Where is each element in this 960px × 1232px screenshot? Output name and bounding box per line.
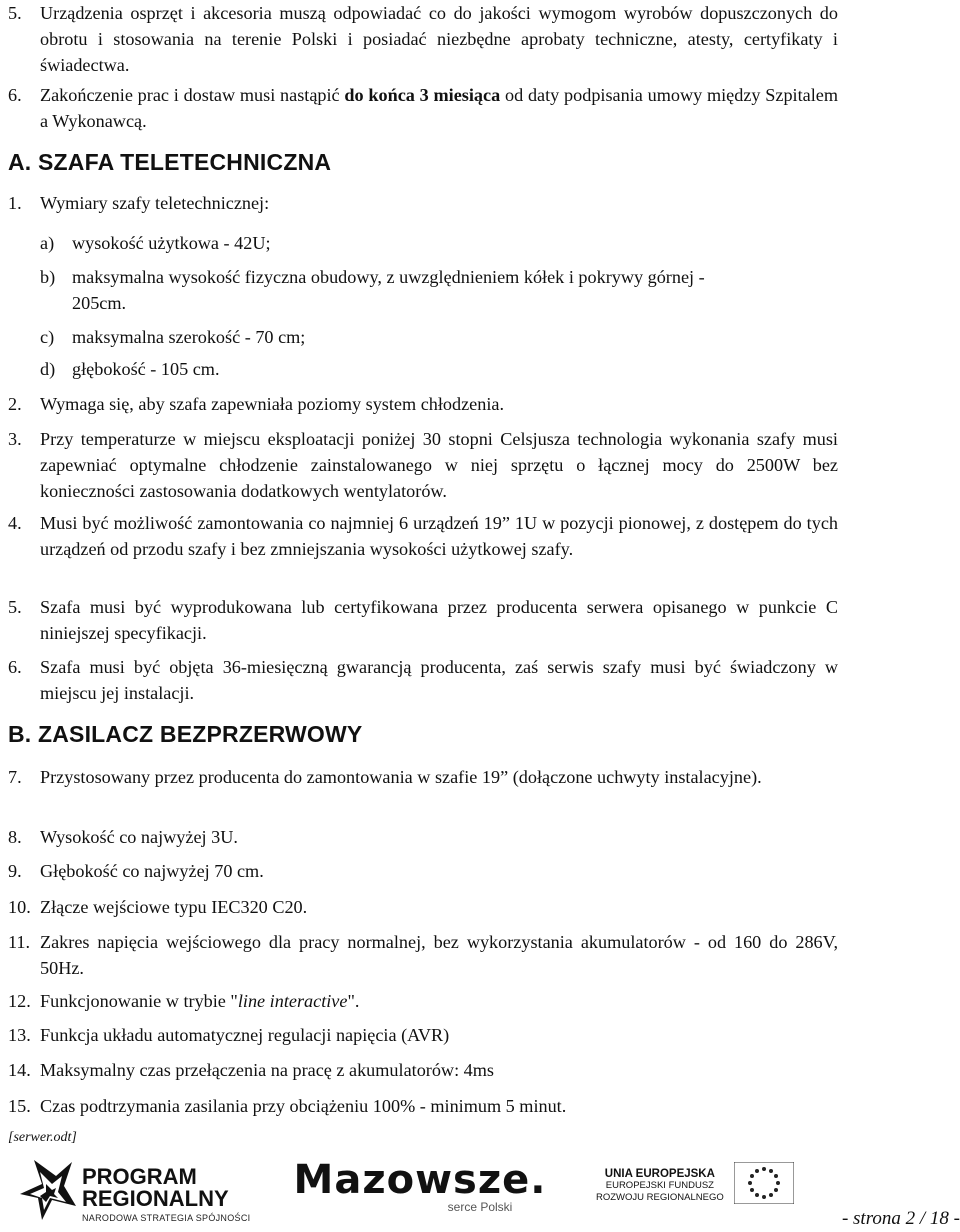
- sub-item-letter: c): [40, 327, 55, 347]
- nss-star-logo-icon: [12, 1154, 78, 1224]
- item-text: Przy temperaturze w miejscu eksploatacji poniżej 30 stopni Celsjusza technologia wykonania szafy musi zapewniać optymalne chłodzenie zainstalowanego w niej sprzętu o łącznej mocy do 2500W bez konieczności zastosowania dodatkowych wentylatorów.: [40, 429, 838, 501]
- item-text-part: ".: [347, 991, 360, 1011]
- program-logo-subtitle: NARODOWA STRATEGIA SPÓJNOŚCI: [82, 1213, 251, 1223]
- eu-flag-icon: [734, 1162, 794, 1204]
- deadline-emphasis: do końca 3 miesiąca: [344, 85, 501, 105]
- item-number: 7.: [8, 767, 22, 787]
- item-text: [8, 82, 838, 134]
- item-4: [8, 510, 838, 562]
- mazowsze-tagline: serce Polski: [447, 1200, 513, 1214]
- item-number: 15.: [8, 1096, 31, 1116]
- item-number: 6.: [8, 85, 22, 105]
- item-text: Wymiary szafy teletechnicznej:: [40, 193, 270, 213]
- item-text: Czas podtrzymania zasilania przy obciążeniu 100% - minimum 5 minut.: [40, 1096, 567, 1116]
- sub-item-a: [40, 230, 838, 256]
- item-1: [8, 190, 838, 216]
- item-number: 6.: [8, 657, 22, 677]
- sub-item-letter: a): [40, 233, 55, 253]
- eu-label-line: ROZWOJU REGIONALNEGO: [596, 1192, 724, 1203]
- item-text: Przystosowany przez producenta do zamontowania w szafie 19” (dołączone uchwyty instalacyjne).: [40, 767, 762, 787]
- item-13: [8, 1022, 838, 1048]
- item-number: 5.: [8, 597, 22, 617]
- item-number: 10.: [8, 897, 31, 917]
- item-text-part: Funkcjonowanie w trybie ": [40, 991, 238, 1011]
- item-text: Zakres napięcia wejściowego dla pracy normalnej, bez wykorzystania akumulatorów - od 160 do 286V, 50Hz.: [40, 932, 838, 978]
- item-text: Szafa musi być objęta 36-miesięczną gwarancją producenta, zaś serwis szafy musi być świadczony w miejscu jej instalacji.: [40, 657, 838, 703]
- item-number: 5.: [8, 3, 22, 23]
- item-12: [8, 988, 838, 1014]
- section-a-heading: A. SZAFA TELETECHNICZNA: [8, 149, 332, 175]
- sub-item-c: [40, 324, 838, 350]
- item-text-part: Zakończenie prac i dostaw musi nastąpić: [40, 85, 345, 105]
- sub-item-letter: d): [40, 359, 56, 379]
- item-2: [8, 391, 838, 417]
- intro-item-6: [8, 82, 838, 134]
- item-14: [8, 1057, 838, 1083]
- item-10: [8, 894, 838, 920]
- item-5: [8, 594, 838, 646]
- item-text: Szafa musi być wyprodukowana lub certyfikowana przez producenta serwera opisanego w punkcie C niniejszej specyfikacji.: [40, 597, 838, 643]
- item-number: 14.: [8, 1060, 31, 1080]
- page-number: - strona 2 / 18 -: [841, 1208, 960, 1229]
- item-text: Wymaga się, aby szafa zapewniała poziomy system chłodzenia.: [40, 394, 505, 414]
- sub-item-text: maksymalna wysokość fizyczna obudowy, z uwzględnieniem kółek i pokrywy górnej -: [72, 267, 705, 287]
- item-text: [8, 988, 838, 1014]
- intro-item-5: [8, 0, 838, 78]
- program-logo-line: REGIONALNY: [82, 1186, 229, 1211]
- item-number: 4.: [8, 513, 22, 533]
- item-11: [8, 929, 838, 981]
- footer-logos: [0, 1150, 960, 1232]
- eu-fund-label: [596, 1168, 724, 1204]
- item-text: Głębokość co najwyżej 70 cm.: [40, 861, 264, 881]
- item-text: Maksymalny czas przełączenia na pracę z akumulatorów: 4ms: [40, 1060, 494, 1080]
- item-text: Musi być możliwość zamontowania co najmniej 6 urządzeń 19” 1U w pozycji pionowej, z dostępem do tych urządzeń od przodu szafy i bez zmniejszania wysokości użytkowej szafy.: [40, 513, 838, 559]
- mode-name: line interactive: [237, 991, 348, 1011]
- sub-item-text-continued: 205cm.: [72, 293, 127, 313]
- item-text: Złącze wejściowe typu IEC320 C20.: [40, 897, 308, 917]
- item-number: 1.: [8, 193, 22, 213]
- section-b-heading: B. ZASILACZ BEZPRZERWOWY: [8, 721, 363, 747]
- mazowsze-wordmark: Mazowsze.: [293, 1157, 547, 1203]
- eu-label-line: EUROPEJSKI FUNDUSZ: [605, 1180, 714, 1191]
- item-number: 13.: [8, 1025, 31, 1045]
- sub-item-text: głębokość - 105 cm.: [72, 359, 220, 379]
- item-number: 3.: [8, 429, 22, 449]
- program-logo-line: PROGRAM: [82, 1164, 197, 1189]
- item-text: Urządzenia osprzęt i akcesoria muszą odpowiadać co do jakości wymogom wyrobów dopuszczonych do obrotu i stosowania na terenie Polski i posiadać niezbędne aprobaty techniczne, atesty, certyfikaty i świadectwa.: [40, 3, 838, 75]
- item-number: 12.: [8, 991, 31, 1011]
- item-text: Wysokość co najwyżej 3U.: [40, 827, 238, 847]
- item-text: Funkcja układu automatycznej regulacji napięcia (AVR): [40, 1025, 450, 1045]
- item-number: 8.: [8, 827, 22, 847]
- program-regionalny-logo: [82, 1166, 250, 1223]
- item-number: 11.: [8, 932, 31, 952]
- item-3: [8, 426, 838, 504]
- item-15: [8, 1093, 838, 1119]
- sub-item-text: wysokość użytkowa - 42U;: [72, 233, 271, 253]
- file-name: [serwer.odt]: [8, 1130, 77, 1145]
- sub-item-b: [40, 264, 838, 316]
- eu-label-line: UNIA EUROPEJSKA: [604, 1168, 715, 1180]
- item-number: 9.: [8, 861, 22, 881]
- item-number: 2.: [8, 394, 22, 414]
- sub-item-text: maksymalna szerokość - 70 cm;: [72, 327, 306, 347]
- item-text-part: od daty podpisania umowy między Szpitalem a Wykonawcą.: [40, 85, 838, 131]
- sub-item-d: [40, 356, 838, 382]
- item-9: [8, 858, 838, 884]
- item-8: [8, 824, 838, 850]
- sub-item-letter: b): [40, 267, 56, 287]
- item-7: [8, 764, 838, 790]
- item-6: [8, 654, 838, 706]
- mazowsze-logo: [290, 1158, 550, 1214]
